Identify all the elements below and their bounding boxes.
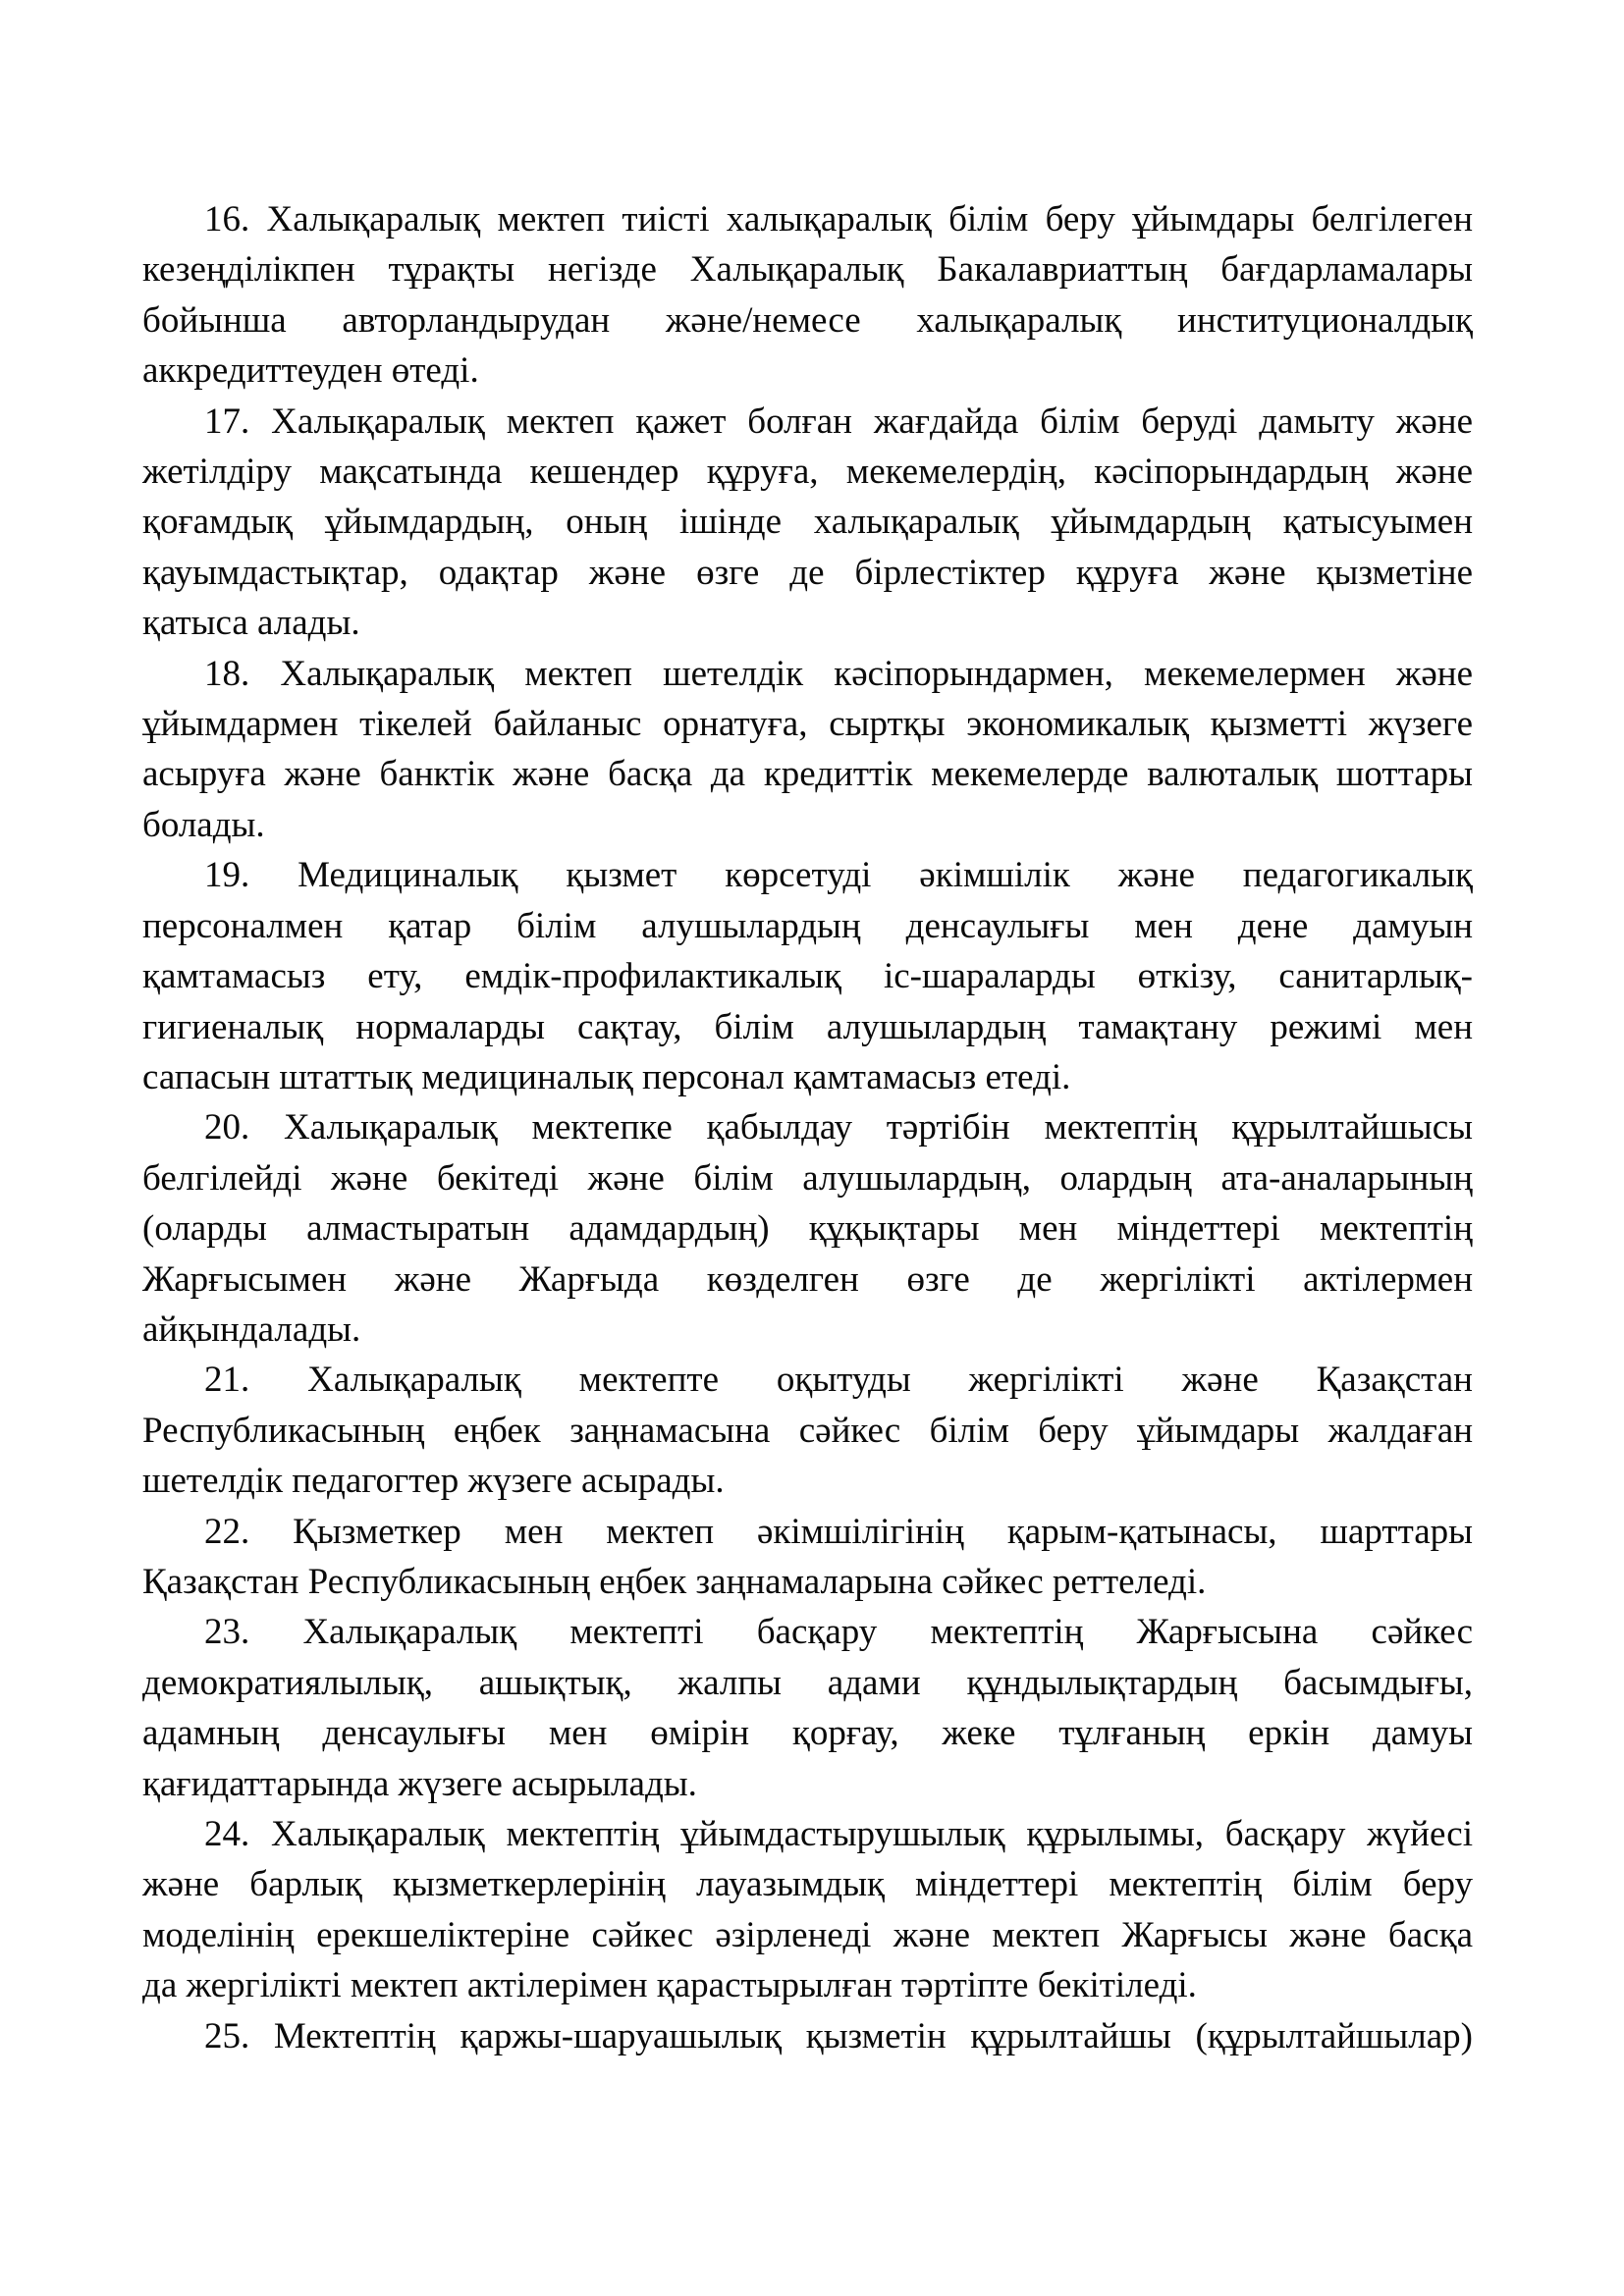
paragraph-line: Республикасының еңбек заңнамасына сәйкес білім беру ұйымдары жалдаған [142, 1410, 1473, 1451]
paragraph-line: жетілдіру мақсатында кешендер құруға, мекемелердің, кәсіпорындардың және [142, 452, 1473, 493]
paragraph-line: 18. Халықаралық мектеп шетелдік кәсіпорындармен, мекемелермен және [204, 653, 1473, 694]
paragraph-line: сапасын штаттық медициналық персонал қамтамасыз етеді. [142, 1056, 1071, 1097]
paragraph-line: 19. Медициналық қызмет көрсетуді әкімшілік және педагогикалық [204, 855, 1473, 896]
paragraph-line: қағидаттарында жүзеге асырылады. [142, 1763, 697, 1804]
paragraph-line: қатыса алады. [142, 603, 360, 644]
paragraph-line: қамтамасыз ету, емдік-профилактикалық іс-шараларды өткізу, санитарлық- [142, 956, 1473, 997]
paragraph-line: 23. Халықаралық мектепті басқару мектептің Жарғысына сәйкес [204, 1612, 1473, 1653]
paragraph [142, 2011, 1473, 2061]
paragraph-line: асыруға және банктік және басқа да кредиттік мекемелерде валюталық шоттары [142, 754, 1473, 795]
paragraph-line: қоғамдық ұйымдардың, оның ішінде халықаралық ұйымдардың қатысуымен [142, 502, 1473, 543]
paragraph [142, 649, 1473, 851]
paragraph-line: 24. Халықаралық мектептің ұйымдастырушылық құрылымы, басқару жүйесі [204, 1814, 1473, 1854]
paragraph [142, 1507, 1473, 1608]
paragraph [142, 1355, 1473, 1506]
paragraph-line: моделінің ерекшеліктеріне сәйкес әзірленеді және мектеп Жарғысы және басқа [142, 1914, 1473, 1955]
paragraph [142, 850, 1473, 1102]
paragraph-line: адамның денсаулығы мен өмірін қорғау, жеке тұлғаның еркін дамуы [142, 1713, 1473, 1754]
paragraph-line: қауымдастықтар, одақтар және өзге де бірлестіктер құруға және қызметіне [142, 552, 1473, 593]
paragraph-line: 21. Халықаралық мектепте оқытуды жергілікті және Қазақстан [204, 1360, 1473, 1401]
paragraph [142, 1809, 1473, 2011]
paragraph-line: персоналмен қатар білім алушылардың денсаулығы мен дене дамуын [142, 905, 1473, 946]
paragraph-line: айқындалады. [142, 1308, 361, 1350]
paragraph [142, 194, 1473, 397]
paragraph-line: 22. Қызметкер мен мектеп әкімшілігінің қарым-қатынасы, шарттары [204, 1511, 1473, 1552]
paragraph-line: және барлық қызметкерлерінің лауазымдық міндеттері мектептің білім беру [142, 1864, 1473, 1905]
paragraph-line: 20. Халықаралық мектепке қабылдау тәртібін мектептің құрылтайшысы [204, 1107, 1473, 1148]
paragraph-line: белгілейді және бекітеді және білім алушылардың, олардың ата-аналарының [142, 1157, 1473, 1199]
paragraph-line: гигиеналық нормаларды сақтау, білім алушылардың тамақтану режимі мен [142, 1006, 1473, 1047]
paragraph [142, 1102, 1473, 1355]
paragraph-line: (оларды алмастыратын адамдардың) құқықтары мен міндеттері мектептің [142, 1208, 1473, 1250]
paragraph-line: Қазақстан Республикасының еңбек заңнамаларына сәйкес реттеледі. [142, 1561, 1207, 1602]
paragraph-line: болады. [142, 804, 265, 845]
paragraph-line: бойынша авторландырудан және/немесе халықаралық институционалдық [142, 299, 1473, 341]
paragraph-line: ұйымдармен тікелей байланыс орнатуға, сыртқы экономикалық қызметті жүзеге [142, 704, 1473, 745]
paragraph [142, 1607, 1473, 1809]
paragraph [142, 397, 1473, 649]
paragraph-line: да жергілікті мектеп актілерімен қарастырылған тәртіпте бекітіледі. [142, 1965, 1197, 2006]
paragraph-line: 16. Халықаралық мектеп тиісті халықаралық білім беру ұйымдары белгілеген [204, 199, 1473, 240]
paragraph-line: демократиялылық, ашықтық, жалпы адами құндылықтардың басымдығы, [142, 1662, 1473, 1703]
paragraph-line: аккредиттеуден өтеді. [142, 350, 479, 392]
paragraph-line: Жарғысымен және Жарғыда көзделген өзге де жергілікті актілермен [142, 1258, 1473, 1300]
paragraph-line: 25. Мектептің қаржы-шаруашылық қызметін құрылтайшы (құрылтайшылар) [204, 2015, 1473, 2056]
paragraph-line: шетелдік педагогтер жүзеге асырады. [142, 1461, 725, 1502]
paragraph-line: 17. Халықаралық мектеп қажет болған жағдайда білім беруді дамыту және [204, 400, 1473, 442]
paragraph-line: кезеңділікпен тұрақты негізде Халықаралық Бакалавриаттың бағдарламалары [142, 249, 1473, 291]
